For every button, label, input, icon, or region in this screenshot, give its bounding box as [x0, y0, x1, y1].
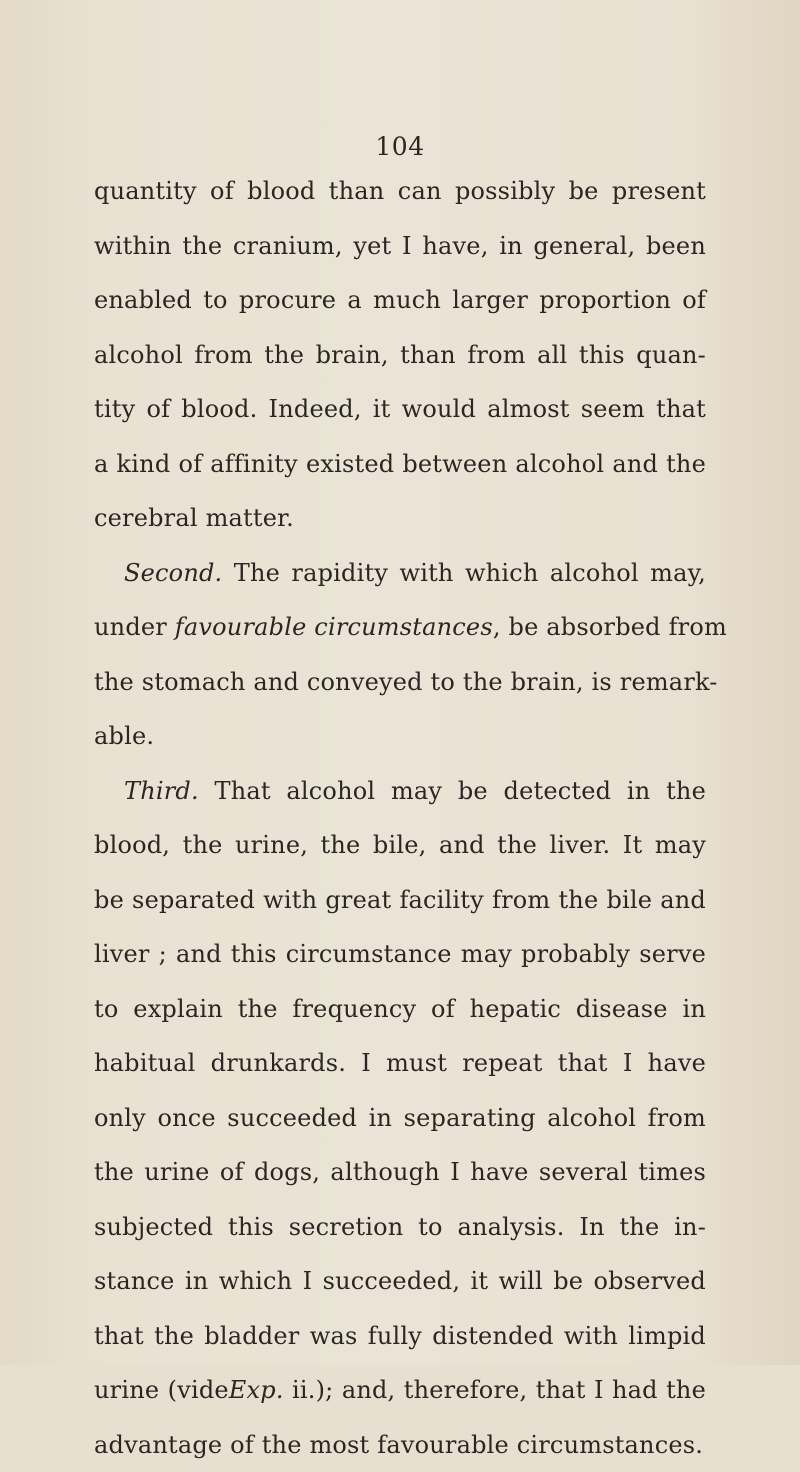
text-line: [94, 818, 706, 873]
text-line: [94, 1254, 706, 1309]
text-span: tity of blood. Indeed, it would almost seem that: [94, 395, 706, 423]
text-line: [94, 1145, 706, 1200]
text-line: [94, 764, 706, 819]
text-line: [94, 219, 706, 274]
text-line: [94, 655, 706, 710]
text-span: blood, the urine, the bile, and the liver. It may: [94, 831, 706, 859]
italic-phrase: favourable circumstances: [175, 613, 493, 641]
text-line: [94, 873, 706, 928]
body-text: [94, 164, 706, 1472]
text-line: [94, 328, 706, 383]
text-span: a kind of affinity existed between alcohol and the: [94, 450, 706, 478]
section-label-italic: Third.: [124, 777, 199, 805]
text-line: [94, 1200, 706, 1255]
text-line: [94, 437, 706, 492]
text-line: [94, 382, 706, 437]
text-span: cerebral matter.: [94, 504, 294, 532]
text-line: [94, 1363, 706, 1418]
page-number: 104: [0, 132, 800, 162]
text-line: [94, 927, 706, 982]
text-span: within the cranium, yet I have, in general, been: [94, 232, 706, 260]
text-line: [94, 1309, 706, 1364]
italic-reference: Exp.: [229, 1376, 284, 1404]
text-line: [94, 600, 706, 655]
text-span: to explain the frequency of hepatic disease in: [94, 995, 706, 1023]
text-line: [94, 491, 706, 546]
text-span: that the bladder was fully distended with limpid: [94, 1322, 706, 1350]
text-line: [94, 1418, 706, 1472]
text-line: [94, 546, 706, 601]
text-span: enabled to procure a much larger proportion of: [94, 286, 706, 314]
text-span: stance in which I succeeded, it will be observed: [94, 1267, 706, 1295]
text-span: alcohol from the brain, than from all this quan-: [94, 341, 706, 369]
text-line: [94, 982, 706, 1037]
text-span: urine (vide: [94, 1376, 229, 1404]
text-line: [94, 1036, 706, 1091]
text-span: advantage of the most favourable circumstances.: [94, 1431, 703, 1459]
text-span: quantity of blood than can possibly be present: [94, 177, 706, 205]
text-span: That alcohol may be detected in the: [199, 777, 706, 805]
text-span: be separated with great facility from the bile and: [94, 886, 706, 914]
text-span: the stomach and conveyed to the brain, is remark-: [94, 668, 718, 696]
text-span: ii.); and, therefore, that I had the: [284, 1376, 706, 1404]
text-span: liver ; and this circumstance may probably serve: [94, 940, 706, 968]
text-span: the urine of dogs, although I have several times: [94, 1158, 706, 1186]
text-line: [94, 709, 706, 764]
text-line: [94, 273, 706, 328]
text-span: subjected this secretion to analysis. In the in-: [94, 1213, 706, 1241]
text-span: habitual drunkards. I must repeat that I have: [94, 1049, 706, 1077]
text-span: able.: [94, 722, 154, 750]
section-label-italic: Second.: [124, 559, 222, 587]
text-span: under: [94, 613, 175, 641]
text-span: The rapidity with which alcohol may,: [222, 559, 706, 587]
text-line: [94, 164, 706, 219]
text-span: only once succeeded in separating alcohol from: [94, 1104, 706, 1132]
text-line: [94, 1091, 706, 1146]
text-span: , be absorbed from: [493, 613, 727, 641]
